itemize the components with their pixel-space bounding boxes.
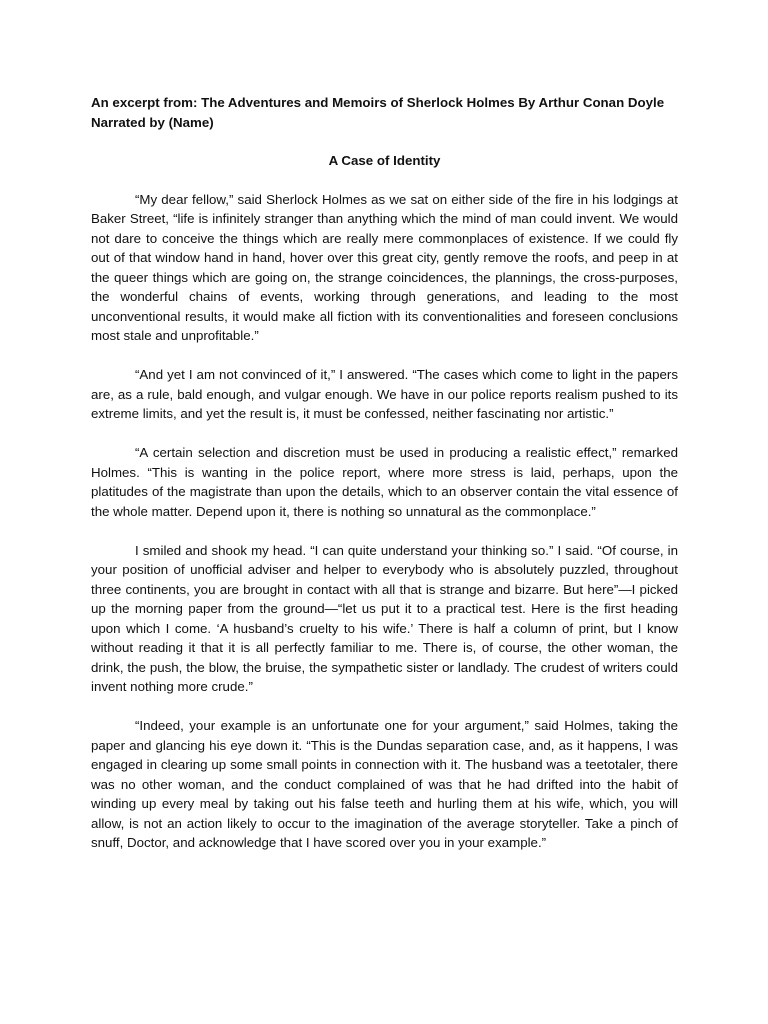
story-title: A Case of Identity <box>328 153 441 168</box>
paragraph-1: “My dear fellow,” said Sherlock Holmes as we sat on either side of the fire in his lodgings at Baker Street, “life is infinitely stranger than anything which the mind of man could invent. We would not dare to conceive the things which are really mere commonplaces of existence. If we could fly out of that window hand in hand, hover over this great city, gently remove the roofs, and peep in at the queer things which are going on, the strange coincidences, the plannings, the cross-purposes, the wonderful chains of events, working through generations, and leading to the most unconventional results, it would make all fiction with its conventionalities and foreseen conclusions most stale and unprofitable.” <box>91 191 678 343</box>
paragraph-2: “And yet I am not convinced of it,” I answered. “The cases which come to light in the papers are, as a rule, bald enough, and vulgar enough. We have in our police reports realism pushed to its extreme limits, and yet the result is, it must be confessed, neither fascinating nor artistic.” <box>91 367 678 421</box>
document-page <box>91 93 678 872</box>
excerpt-heading: An excerpt from: The Adventures and Memoirs of Sherlock Holmes By Arthur Conan Doyle <box>91 95 665 110</box>
narrator-line: Narrated by (Name) <box>91 114 214 130</box>
paragraph-3: “A certain selection and discretion must be used in producing a realistic effect,” remarked Holmes. “This is wanting in the police report, where more stress is laid, perhaps, upon the platitudes of the magistrate than upon the details, which to an observer contain the vital essence of the whole matter. Depend upon it, there is nothing so unnatural as the commonplace.” <box>91 445 678 519</box>
paragraph-5: “Indeed, your example is an unfortunate one for your argument,” said Holmes, taking the paper and glancing his eye down it. “This is the Dundas separation case, and, as it happens, I was engaged in clearing up some small points in connection with it. The husband was a teetotaler, there was no other woman, and the conduct complained of was that he had drifted into the habit of winding up every meal by taking out his false teeth and hurling them at his wife, which, you will allow, is not an action likely to occur to the imagination of the average storyteller. Take a pinch of snuff, Doctor, and acknowledge that I have scored over you in your example.” <box>91 718 678 850</box>
paragraph-4: I smiled and shook my head. “I can quite understand your thinking so.” I said. “Of course, in your position of unofficial adviser and helper to everybody who is absolutely puzzled, throughout three continents, you are brought in contact with all that is strange and bizarre. But here”—I picked up the morning paper from the ground—“let us put it to a practical test. Here is the first heading upon which I come. ‘A husband’s cruelty to his wife.’ There is half a column of print, but I know without reading it that it is all perfectly familiar to me. There is, of course, the other woman, the drink, the push, the blow, the bruise, the sympathetic sister or landlady. The crudest of writers could invent nothing more crude.” <box>91 542 678 694</box>
